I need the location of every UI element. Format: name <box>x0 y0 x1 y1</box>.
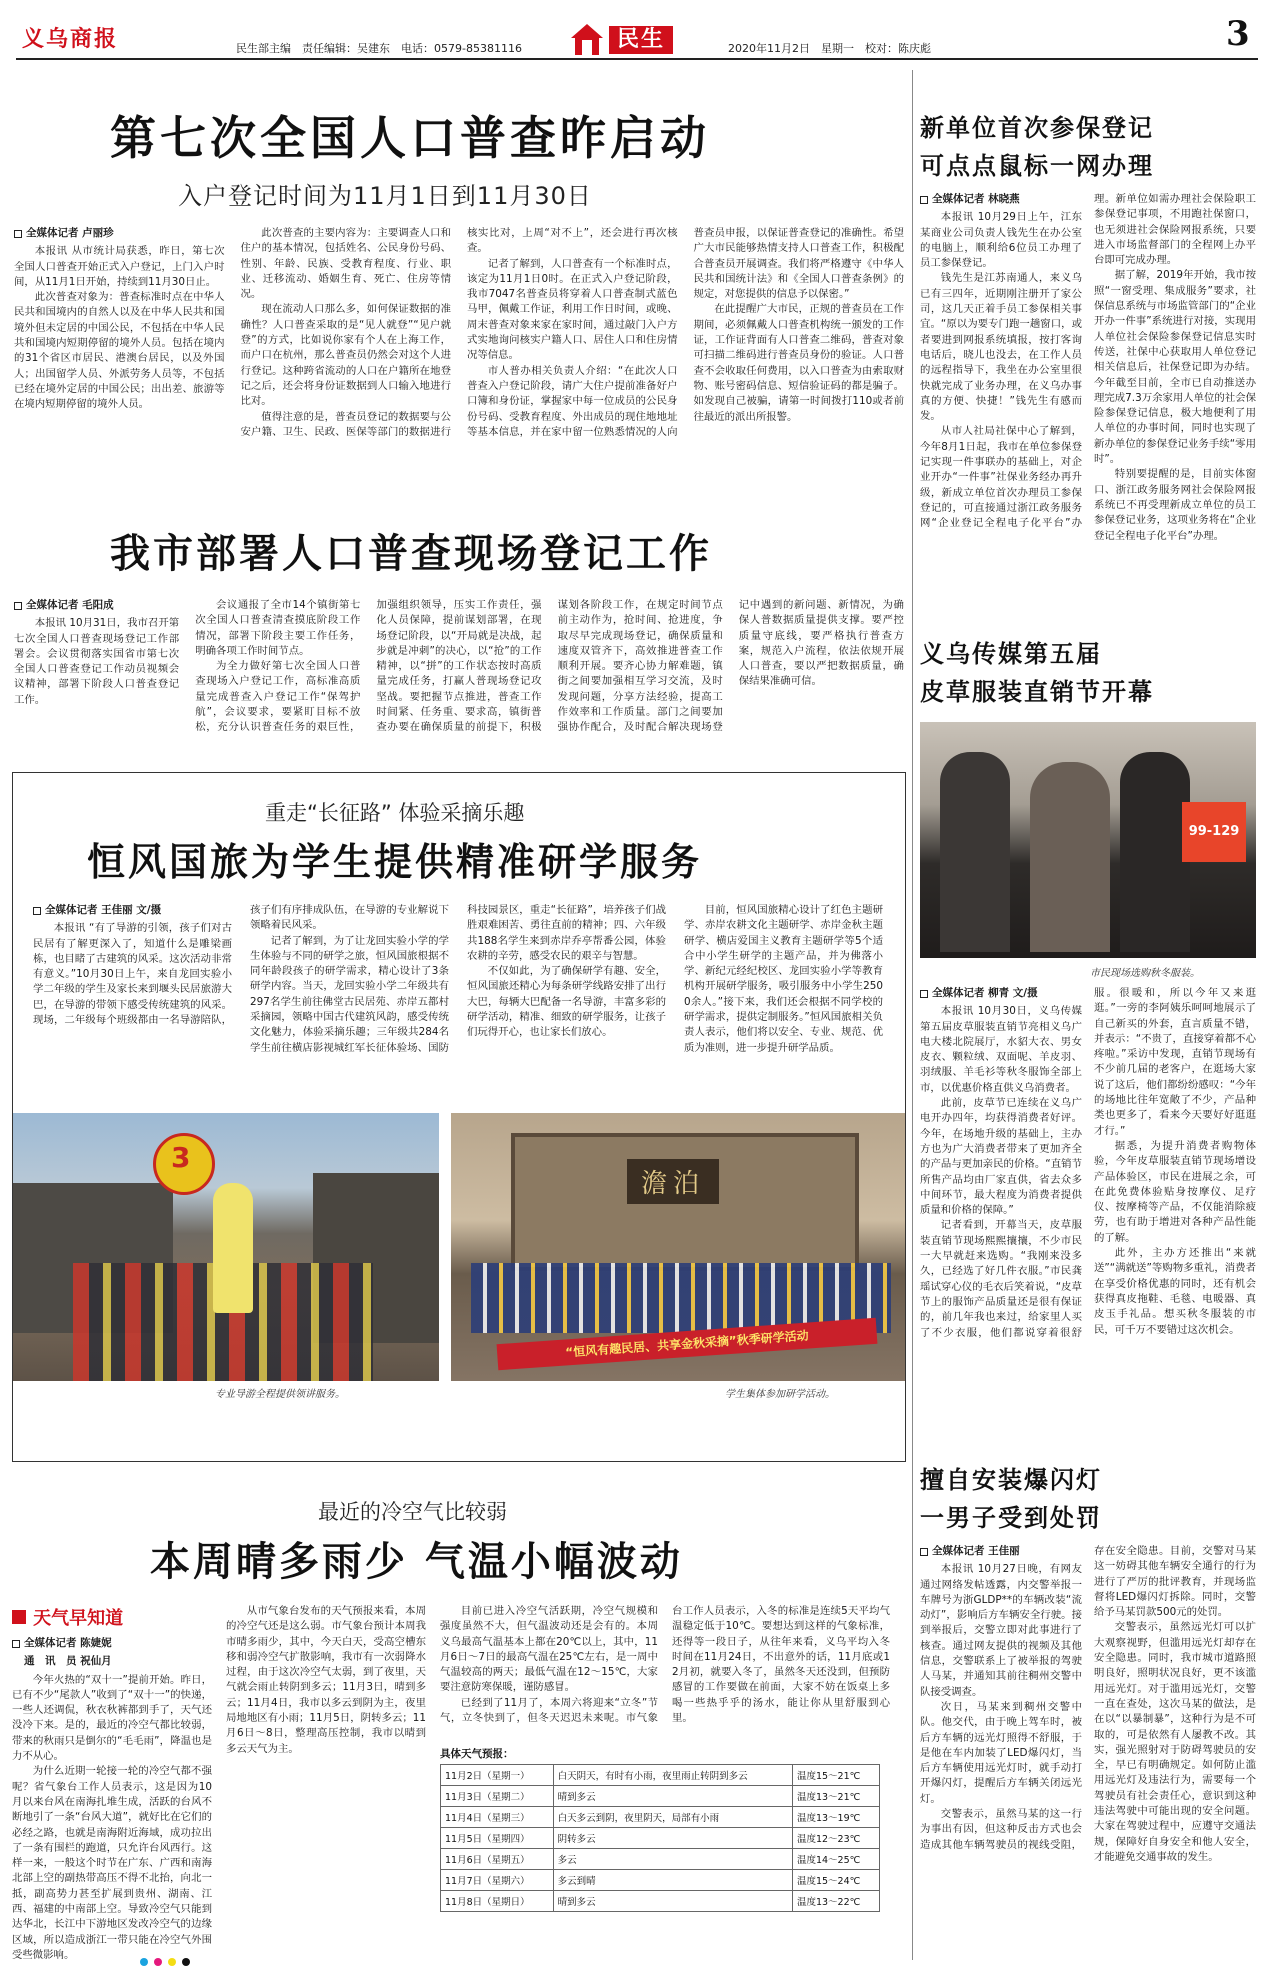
paragraph: 不仅如此，为了确保研学有趣、安全，恒风国旅还精心为每条研学线路安排了出行大巴，每辆大巴配备一名导游，丰富多彩的研学活动，精准、细致的研学服务，让孩子们玩得开心，也让家长们放心。 <box>467 965 666 1039</box>
forecast-weather: 阴转多云 <box>553 1828 792 1849</box>
article-fur-fair <box>920 634 1260 1418</box>
section-badge <box>569 22 689 56</box>
forecast-date: 11月7日（星期六） <box>441 1870 554 1891</box>
weather-col-2 <box>226 1604 426 1946</box>
paragraph: 本报讯 10月29日上午，江东某商业公司负责人钱先生在办公室的电脑上，顺利给6位员工办理了员工参保登记。 <box>920 211 1082 270</box>
paragraph: 据悉，为提升消费者购物体验，今年皮草服装直销节现场增设产品体验区，市民在进展之余，可在此免费体验贴身按摩仪、足疗仪、按摩椅等产品，不仅能消除疲劳，也有助于增进对各种产品性能的了解。 <box>1094 1139 1256 1244</box>
paragraph: 市人普办相关负责人介绍：“在此次人口普查入户登记阶段，请广大住户提前准备好户口簿和身份证，掌握家中每一位成员的公民身份号码、受教育程度、外出成员的现住地地址等基本信息，并在家中留一位熟悉情况的人向普查员申报，以保证普查登记的准确性。希望广大市民能够热情支持人口普查工作，积极配合普查员开展调查。我们将严格遵守《中华人民共和国统计法》和《全国人口普查条例》的规定，对您提供的信息予以保密。” <box>467 227 904 438</box>
paragraph: 此外，主办方还推出“来就送”“满就送”等购物多重礼，消费者在享受价格优惠的同时，还有机会获得真皮拖鞋、毛毯、电暖器、真皮玉手礼品。想买秋冬服装的市民，可千万不要错过这次机会。 <box>1094 1247 1256 1336</box>
article-body <box>920 1544 1256 1944</box>
forecast-temp: 温度13～21℃ <box>792 1786 879 1807</box>
byline: 全媒体记者 王佳丽 文/摄 <box>33 903 232 918</box>
paragraph: 钱先生是江苏南通人，来义乌已有三四年，近期刚注册开了家公司，这几天正着手员工参保相关事宜。“原以为要专门跑一趟窗口，或者要进到网报系统填报，按打客询电话后，晓儿也没去，在工作人员的远程指导下，我坐在办公室里很快就完成了业务办理，在义乌办事真的方便、快捷！”钱先生有感而发。 <box>920 272 1082 423</box>
article-title-line2: 一男子受到处罚 <box>920 1504 1102 1532</box>
paragraph: 今年火热的“双十一”提前开始。昨日，已有不少“尾款人”收到了“双十一”的快递，一些人还调侃，秋衣秋裤都到手了，天气还没冷下来。是的，最近的冷空气都比较弱，带来的秋雨只是倒尔的“毛毛雨”，降温也是力不从心。 <box>12 1673 212 1763</box>
house-icon <box>569 22 605 56</box>
article-strobe-light <box>920 1460 1260 1960</box>
paragraph: 会议通报了全市14个镇街第七次全国人口普查清查摸底阶段工作情况，部署下阶段主要工作任务，明确各项工作时间节点。 <box>195 599 361 657</box>
forecast-row <box>441 1786 880 1807</box>
forecast-row <box>441 1870 880 1891</box>
forecast-date: 11月2日（星期一） <box>441 1765 554 1786</box>
forecast-row <box>441 1849 880 1870</box>
forecast-date: 11月8日（星期日） <box>441 1891 554 1912</box>
photo-caption: 学生集体参加研学活动。 <box>725 1389 835 1400</box>
article-title: 第七次全国人口普查昨启动 <box>110 111 710 165</box>
photo-group-students <box>451 1113 905 1381</box>
paper-name: 义乌商报 <box>22 26 119 52</box>
forecast-temp: 温度13～22℃ <box>792 1891 879 1912</box>
paragraph: 在此提醒广大市民，正规的普查员在工作期间，必须佩戴人口普查机构统一颁发的工作证，工作证背面有人口普查二维码，普查对象可扫描二维码进行普查员身份的验证。人口普查不会收取任何费用，以入口普查为由索取财物、账号密码信息、短信验证码的都是骗子。如发现自己被骗，请第一时间拨打110或者前往最近的派出所报警。 <box>693 303 904 423</box>
forecast-weather: 多云到晴 <box>553 1870 792 1891</box>
forecast-weather: 白天阴天，有时有小雨，夜里雨止转阴到多云 <box>553 1765 792 1786</box>
paragraph: 现在流动人口那么多，如何保证数据的准确性？人口普查采取的是“见人就登”“见户就登”的方式，比如说你家有个人在上海工作，而户口在杭州，那么普查员仍然会对这个人进行登记。这种跨省流动的人口在户籍所在地登记之后，还会将身份证数据到人口输入地进行比对。 <box>240 303 451 408</box>
article-body <box>14 598 904 746</box>
paragraph: 记者了解到，为了让龙回实验小学的学生体验与不同的研学之旅，恒风国旅根据不同年龄段孩子的研学需求，精心设计了3条研学内容。当天，龙回实验小学二年级共有297名学生前往佛堂古民居苑、赤岸五都村采摘园，领略中国古代建筑风韵，感受传统文化魅力，体验采摘乐趣；三年级共284名学生前往横店影视城红军长征体验场、国防科技园景区，重走“长征路”，培养孩子们战胜艰难困苦、勇往直前的精神；四、六年级共188名学生来到赤岸乔亭帮番公园，体验农耕的辛劳，感受农民的艰辛与智慧。 <box>250 904 666 1054</box>
paragraph: 本报讯 10月30日，义乌传媒第五届皮草服装直销节亮相义乌广电大楼北院展厅，水貂大衣、男女皮衣、颗粒绒、双面呢、羊皮羽、羽绒服、羊毛衫等秋冬服饰全部上市，以优惠价格直供义乌消费者。 <box>920 1005 1082 1094</box>
paragraph: 为全力做好第七次全国人口普查现场入户登记工作，高标准高质量完成普查入户登记工作“保驾护航”，会议要求，要紧盯目标不放松，充分认识普查任务的艰巨性，加强组织领导，压实工作责任，强化人员保障，提前谋划部署，在现场登记阶段，以“开局就是决战，起步就是冲刺”的决心，以“抢”的工作精神，以“拼”的工作状态按时高质量完成任务，打赢人普现场登记攻坚战。要把握节点推进，普查工作时间紧、任务重、要求高，镇街普查办要在确保质量的前提下，积极谋划各阶段工作，在规定时间节点前主动作为，抢时间、抢进度，争取尽早完成现场登记，确保质量和速度双管齐下，高效推进普查工作顺利开展。要齐心协力解难题，镇街之间要加强相互学习交流，及时发现问题，分享方法经验，提高工作效率和工作质量。部门之间要加强协作配合，及时配合解决现场登记中遇到的新问题、新情况，为确保人普数据质量提供支撑。要严控质量守底线，要严格执行普查方案，规范入户流程，依法依规开展人口普查，要以严把数据质量，确保结果准确可信。 <box>195 599 904 734</box>
article-kicker: 重走“长征路” 体验采摘乐趣 <box>265 801 525 825</box>
paragraph: 特别要提醒的是，目前实体窗口、浙江政务服务网社会保险网报系统已不再受理新成立单位的员工参保登记业务，这项业务将在“企业登记全程电子化平台”办理。 <box>1094 468 1256 542</box>
forecast-date: 11月5日（星期四） <box>441 1828 554 1849</box>
article-census-start <box>14 96 904 436</box>
article-census-deploy <box>14 510 904 750</box>
article-body <box>33 903 883 1103</box>
square-icon <box>920 196 928 204</box>
article-kicker: 最近的冷空气比较弱 <box>318 1500 507 1524</box>
square-icon <box>12 1640 20 1648</box>
forecast-weather: 白天多云到阴，夜里阴天，局部有小雨 <box>553 1807 792 1828</box>
paragraph: 本报讯 从市统计局获悉，昨日，第七次全国人口普查开始正式入户登记，上门入户时间，从11月1日开始，持续到11月30日止。 <box>14 245 225 288</box>
photo-guide-students <box>13 1113 439 1381</box>
paragraph: 此次普查的主要内容为：主要调查人口和住户的基本情况，包括姓名、公民身份号码、性别、年龄、民族、受教育程度、行业、职业、迁移流动、婚姻生育、死亡、住房等情况。 <box>240 227 451 301</box>
square-icon <box>920 1548 928 1556</box>
paragraph: 本报讯 10月31日，我市召开第七次全国人口普查现场登记工作部署会。会议贯彻落实国省市第七次全国人口普查登记工作动员视频会议精神，部署下阶段人口普查登记工作。 <box>14 617 180 706</box>
editor-line: 民生部主编 责任编辑：吴建东 电话：0579-85381116 <box>236 42 522 55</box>
article-title-line1: 擅自安装爆闪灯 <box>920 1466 1102 1494</box>
forecast-date: 11月3日（星期二） <box>441 1786 554 1807</box>
forecast-temp: 温度15～24℃ <box>792 1870 879 1891</box>
article-body <box>920 192 1256 588</box>
paragraph: 值得注意的是，普查员登记的数据要与公安户籍、卫生、民政、医保等部门的数据进行核实比对，上周“对不上”，还会进行再次核查。 <box>240 227 678 438</box>
forecast-row <box>441 1828 880 1849</box>
forecast-weather: 多云 <box>553 1849 792 1870</box>
date-line: 2020年11月2日 星期一 校对：陈庆彪 <box>728 42 931 55</box>
forecast-row <box>441 1891 880 1912</box>
paragraph: 本报讯 10月27日晚，有网友通过网络发帖透露，内交警举报一车牌号为浙GLDP**的车辆改装“流动灯”，影响后方车辆安全行驶。接到举报后，交警立即对此事进行了核查。通过网友提供的视频及其他信息，交警联系上了被举报的驾驶人马某，并通知其前往稠州交警中队接受调查。 <box>920 1563 1082 1698</box>
forecast-row <box>441 1807 880 1828</box>
forecast-weather: 晴到多云 <box>553 1786 792 1807</box>
forecast-date: 11月6日（星期五） <box>441 1849 554 1870</box>
masthead-rule <box>16 58 1258 60</box>
forecast-table-title: 具体天气预报： <box>440 1748 514 1760</box>
paragraph: 已经到了11月了，本周六将迎来“立冬”节气，立冬快到了，但冬天迟迟未来呢。市气象台工作人员表示，入冬的标准是连续5天平均气温稳定低于10℃。要想达到这样的气象标准，还得等一段日子，从往年来看，义乌平均入冬时间在11月24日，不出意外的话，11月底或12月初，就要入冬了，虽然冬天还没到，但预防感冒的工作要做在前面，大家不妨在饭桌上多喝一些热乎乎的汤水，能让你从里舒服到心里。 <box>440 1605 890 1725</box>
byline: 全媒体记者 王佳丽 <box>920 1544 1082 1559</box>
right-divider <box>912 70 913 1960</box>
forecast-temp: 温度12～23℃ <box>792 1828 879 1849</box>
paragraph: 次日，马某来到稠州交警中队。他交代，由于晚上驾车时，被后方车辆的远光灯照得不舒服，于是他在车内加装了LED爆闪灯，当后方车辆使用远光灯时，就手动打开爆闪灯，提醒后方车辆关闭远光灯。 <box>920 1700 1082 1805</box>
square-icon <box>920 990 928 998</box>
article-study-tour-box <box>12 772 906 1462</box>
forecast-table <box>440 1764 880 1912</box>
article-body <box>14 226 904 441</box>
section-label: 民生 <box>609 26 673 54</box>
paragraph: 记者了解到，人口普查有一个标准时点，该定为11月1日0时。在正式入户登记阶段，我市7047名普查员将穿着人口普查制式蓝色马甲，佩戴工作证，利用工作日时间，或晚、周末普查对象来家在家时间，通过敲门入户方式实地询问核实户籍人口、居住人口和住房情况等信息。 <box>467 257 678 362</box>
article-title: 本周晴多雨少 气温小幅波动 <box>150 1539 683 1585</box>
photo-fur-shoppers <box>920 722 1256 958</box>
forecast-temp: 温度15～21℃ <box>792 1765 879 1786</box>
color-registration-dots <box>140 1958 1140 1968</box>
paragraph: 从市人社局社保中心了解到，今年8月1日起，我市在单位参保登记实现一件事联办的基础上，对企业开办“一件事”社保业务经办再升级，新成立单位首次办理员工参保登记的，可直接通过浙江政务服务网“企业登记全程电子化平台”办理。新单位如需办理社会保险职工参保登记事项，不用跑社保窗口，也无须进社会保险网报系统，只要进入市场监督部门的全程网上办平台即可完成办理。 <box>920 193 1256 530</box>
masthead <box>0 0 1272 60</box>
article-subtitle: 入户登记时间为11月1日到11月30日 <box>178 182 592 210</box>
article-title: 我市部署人口普查现场登记工作 <box>110 531 712 577</box>
photo-caption: 专业导游全程提供领讲服务。 <box>215 1389 345 1400</box>
page-number: 3 <box>1226 14 1250 54</box>
paragraph: 目前已进入冷空气活跃期，冷空气规模和强度虽然不大，但气温波动还是会有的。本周义乌最高气温基本上都在20℃以上，其中，11月6日～7日的最高气温在25℃左右，是一周中气温较高的两天；最低气温在12～15℃，大家要注意防寒保暖，谨防感冒。 <box>440 1605 658 1694</box>
weather-col-3 <box>440 1604 890 1742</box>
paragraph: 本报讯 “有了导游的引领，孩子们对古民居有了解更深入了，知道什么是雕梁画栋，也目睹了古建筑的风采。这次活动非常有意义。”10月30日上午，来自龙回实验小学二年级的学生及家长来到堰头民居旅游大巴，在导游的带领下感受传统建筑的风采。现场，二年级每个班级都由一名导游陪队，孩子们有序排成队伍，在导游的专业解说下领略着民风采。 <box>33 904 449 1027</box>
byline: 全媒体记者 卢丽珍 <box>14 226 225 241</box>
forecast-weather: 晴到多云 <box>553 1891 792 1912</box>
forecast-date: 11月4日（星期三） <box>441 1807 554 1828</box>
article-title: 恒风国旅为学生提供精准研学服务 <box>87 840 703 884</box>
forecast-row <box>441 1765 880 1786</box>
photo-caption: 市民现场选购秋冬服装。 <box>1090 968 1200 979</box>
article-title-line1: 义乌传媒第五届 <box>920 640 1102 668</box>
photo-banner: “恒风有趣民居、共享金秋采摘”秋季研学活动 <box>497 1318 878 1370</box>
byline: 全媒体记者 林晓燕 <box>920 192 1082 207</box>
forecast-temp: 温度13～19℃ <box>792 1807 879 1828</box>
article-weather <box>0 1480 906 1960</box>
paragraph: 为什么近期一轮接一轮的冷空气都不强呢？省气象台工作人员表示，这是因为10月以来台风在南海扎堆生成，活跃的台风不断地引了一条“台风大道”，就好比在它们的必经之路，也就是南海附近海域，成功拉出了一条有围栏的跑道，只允许台风西行。这样一来，一般这个时节在广东、广西和南海北部上空的副热带高压不得不北抬，向北一抵，副高势力甚至扩展到贵州、湖南、江西、福建的中南部上空。导致冷空气只能到达华北，长江中下游地区发改冷空气的边缘区域，所以造成浙江一带只能在冷空气外围受些微影响。 <box>12 1765 212 1961</box>
photo-plaque-text: 澹泊 <box>627 1159 719 1204</box>
square-icon <box>14 230 22 238</box>
paragraph: 交警表示，虽然远光灯可以扩大观察视野，但滥用远光灯却存在安全隐患。同时，我市城市道路照明良好，照明状况良好，更不该滥用远光灯。对于滥用远光灯，交警一直在查处，这次马某的做法，是在以“以暴制暴”，这种行为是不可取的，可是依然有人屡教不改。其实，强光照射对于防碍驾驶员的安全，早已有明确规定。如何防止滥用远光灯及违法行为，需要每一个驾驶员有社会责任心，意识到这种违法驾驶中可能出现的安全问题。大家在驾驶过程中，应遵守交通法规，保障好自身安全和他人安全，才能避免交通事故的发生。 <box>1094 1621 1256 1863</box>
article-title-line1: 新单位首次参保登记 <box>920 114 1154 142</box>
weather-section-tag <box>12 1604 212 1630</box>
article-body <box>920 986 1256 1416</box>
photo-flag-number: 3 <box>171 1141 191 1174</box>
byline: 全媒体记者 柳青 文/摄 <box>920 986 1082 1001</box>
paragraph: 此前，皮草节已连续在义乌广电开办四年，均获得消费者好评。今年，在场地升级的基础上，主办方也为广大消费者带来了更加齐全的产品与更加亲民的价格。“直销节所售产品均由厂家直供，省去众多中间环节，最大程度为消费者提供质量和价格的保障。” <box>920 1097 1082 1217</box>
byline: 通 讯 员 祝仙月 <box>24 1655 112 1668</box>
byline: 全媒体记者 陈婕妮 <box>12 1636 212 1651</box>
section-label: 天气早知道 <box>33 1608 124 1629</box>
paragraph: 据了解，2019年开始，我市按照“一窗受理、集成服务”要求，社保信息系统与市场监管部门的“企业开办一件事”系统进行对接，实现用人单位社会保险参保登记信息实时传送，社保中心获取用人单位登记相关信息后，社保登记即为办结。今年截至目前，全市已自动推送办理完成7.3万余家用人单位的社会保险参保登记信息，极大地便利了用人单位的办事时间，同时也实现了新办单位的参保登记业务手续“零用时”。 <box>1094 269 1256 466</box>
paragraph: 目前，恒风国旅精心设计了红色主题研学、赤岸农耕文化主题研学、赤岸金秋主题研学、横店爱国主义教育主题研学等5个适合中小学生研学的主题产品，并为佛落小学、新纪元经纪校区、龙回实验小学等教育机构开展研学服务，吸引服务中小学生2500余人。”接下来，我们还会根据不同学校的研学需求，提供定制服务。”恒风国旅相关负责人表示，他们将以安全、专业、规范、优质为准则，进一步提升研学品质。 <box>684 904 883 1054</box>
byline: 全媒体记者 毛阳成 <box>14 598 179 613</box>
article-title-line2: 皮草服装直销节开幕 <box>920 678 1154 706</box>
photo-price-sign: 99-129 <box>1182 802 1246 862</box>
paragraph: 交警表示，虽然马某的这一行为事出有因，但这种反击方式也会造成其他车辆驾驶员的视线受阻，存在安全隐患。目前，交警对马某这一妨碍其他车辆安全通行的行为进行了严厉的批评教育，并现场监督将LED爆闪灯拆除。同时，交警给予马某罚款500元的处罚。 <box>920 1545 1256 1851</box>
forecast-temp: 温度14～25℃ <box>792 1849 879 1870</box>
square-icon <box>33 907 41 915</box>
paragraph: 记者看到，开幕当天，皮草服装直销节现场熙熙攘攘，不少市民一大早就赶来选购。“我刚来没多久，已经选了好几件衣服。”市民龚瑶试穿心仪的毛衣后笑着说，“皮草节上的服饰产品质量还是很有保证的，前几年我也来过，给家里人买了不少衣服，他们都说穿着很舒服。很暖和，所以今年又来逛逛。”一旁的李阿姨乐呵呵地展示了自己新买的外套，直言质量不错，并表示：“不贵了，直接穿着都不心疼啦。”采访中发现，直销节现场有不少前几届的老客户，在逛场大家说了这后，他们都纷纷感叹：“今年的场地比往年宽敞了不少，产品种类也更多了，看来今天要好好逛逛才行。” <box>920 987 1256 1339</box>
red-square-icon <box>12 1610 26 1624</box>
article-insurance <box>920 108 1260 588</box>
paragraph: 此次普查对象为：普查标准时点在中华人民共和国境内的自然人以及在中华人民共和国境外但未定居的中国公民，不包括在中华人民共和国境内短期停留的境外人员。包括在境内的31个省区市居民、港澳台居民，以及外国人；出国留学人员、外派劳务人员等，不包括已经在境外定居的中国公民；出出差、旅游等在境内短期停留的境外人员。 <box>14 291 225 411</box>
weather-col-1 <box>12 1636 212 1961</box>
paragraph: 从市气象台发布的天气预报来看，本周的冷空气还是这么弱。市气象台预计本周我市晴多雨少，其中，今天白天，受高空槽东移和弱冷空气扩散影响，我市有一次弱降水过程，由于这次冷空气太弱，到了夜里，天气就会雨止转阴到多云；11月3日，晴到多云；11月4日，我市以多云到阴为主，夜里局地地区有小雨；11月5日，阴转多云；11月6日～8日，整理高压控制，我市以晴到多云天气为主。 <box>226 1605 426 1755</box>
square-icon <box>14 602 22 610</box>
article-title-line2: 可点点鼠标一网办理 <box>920 152 1154 180</box>
